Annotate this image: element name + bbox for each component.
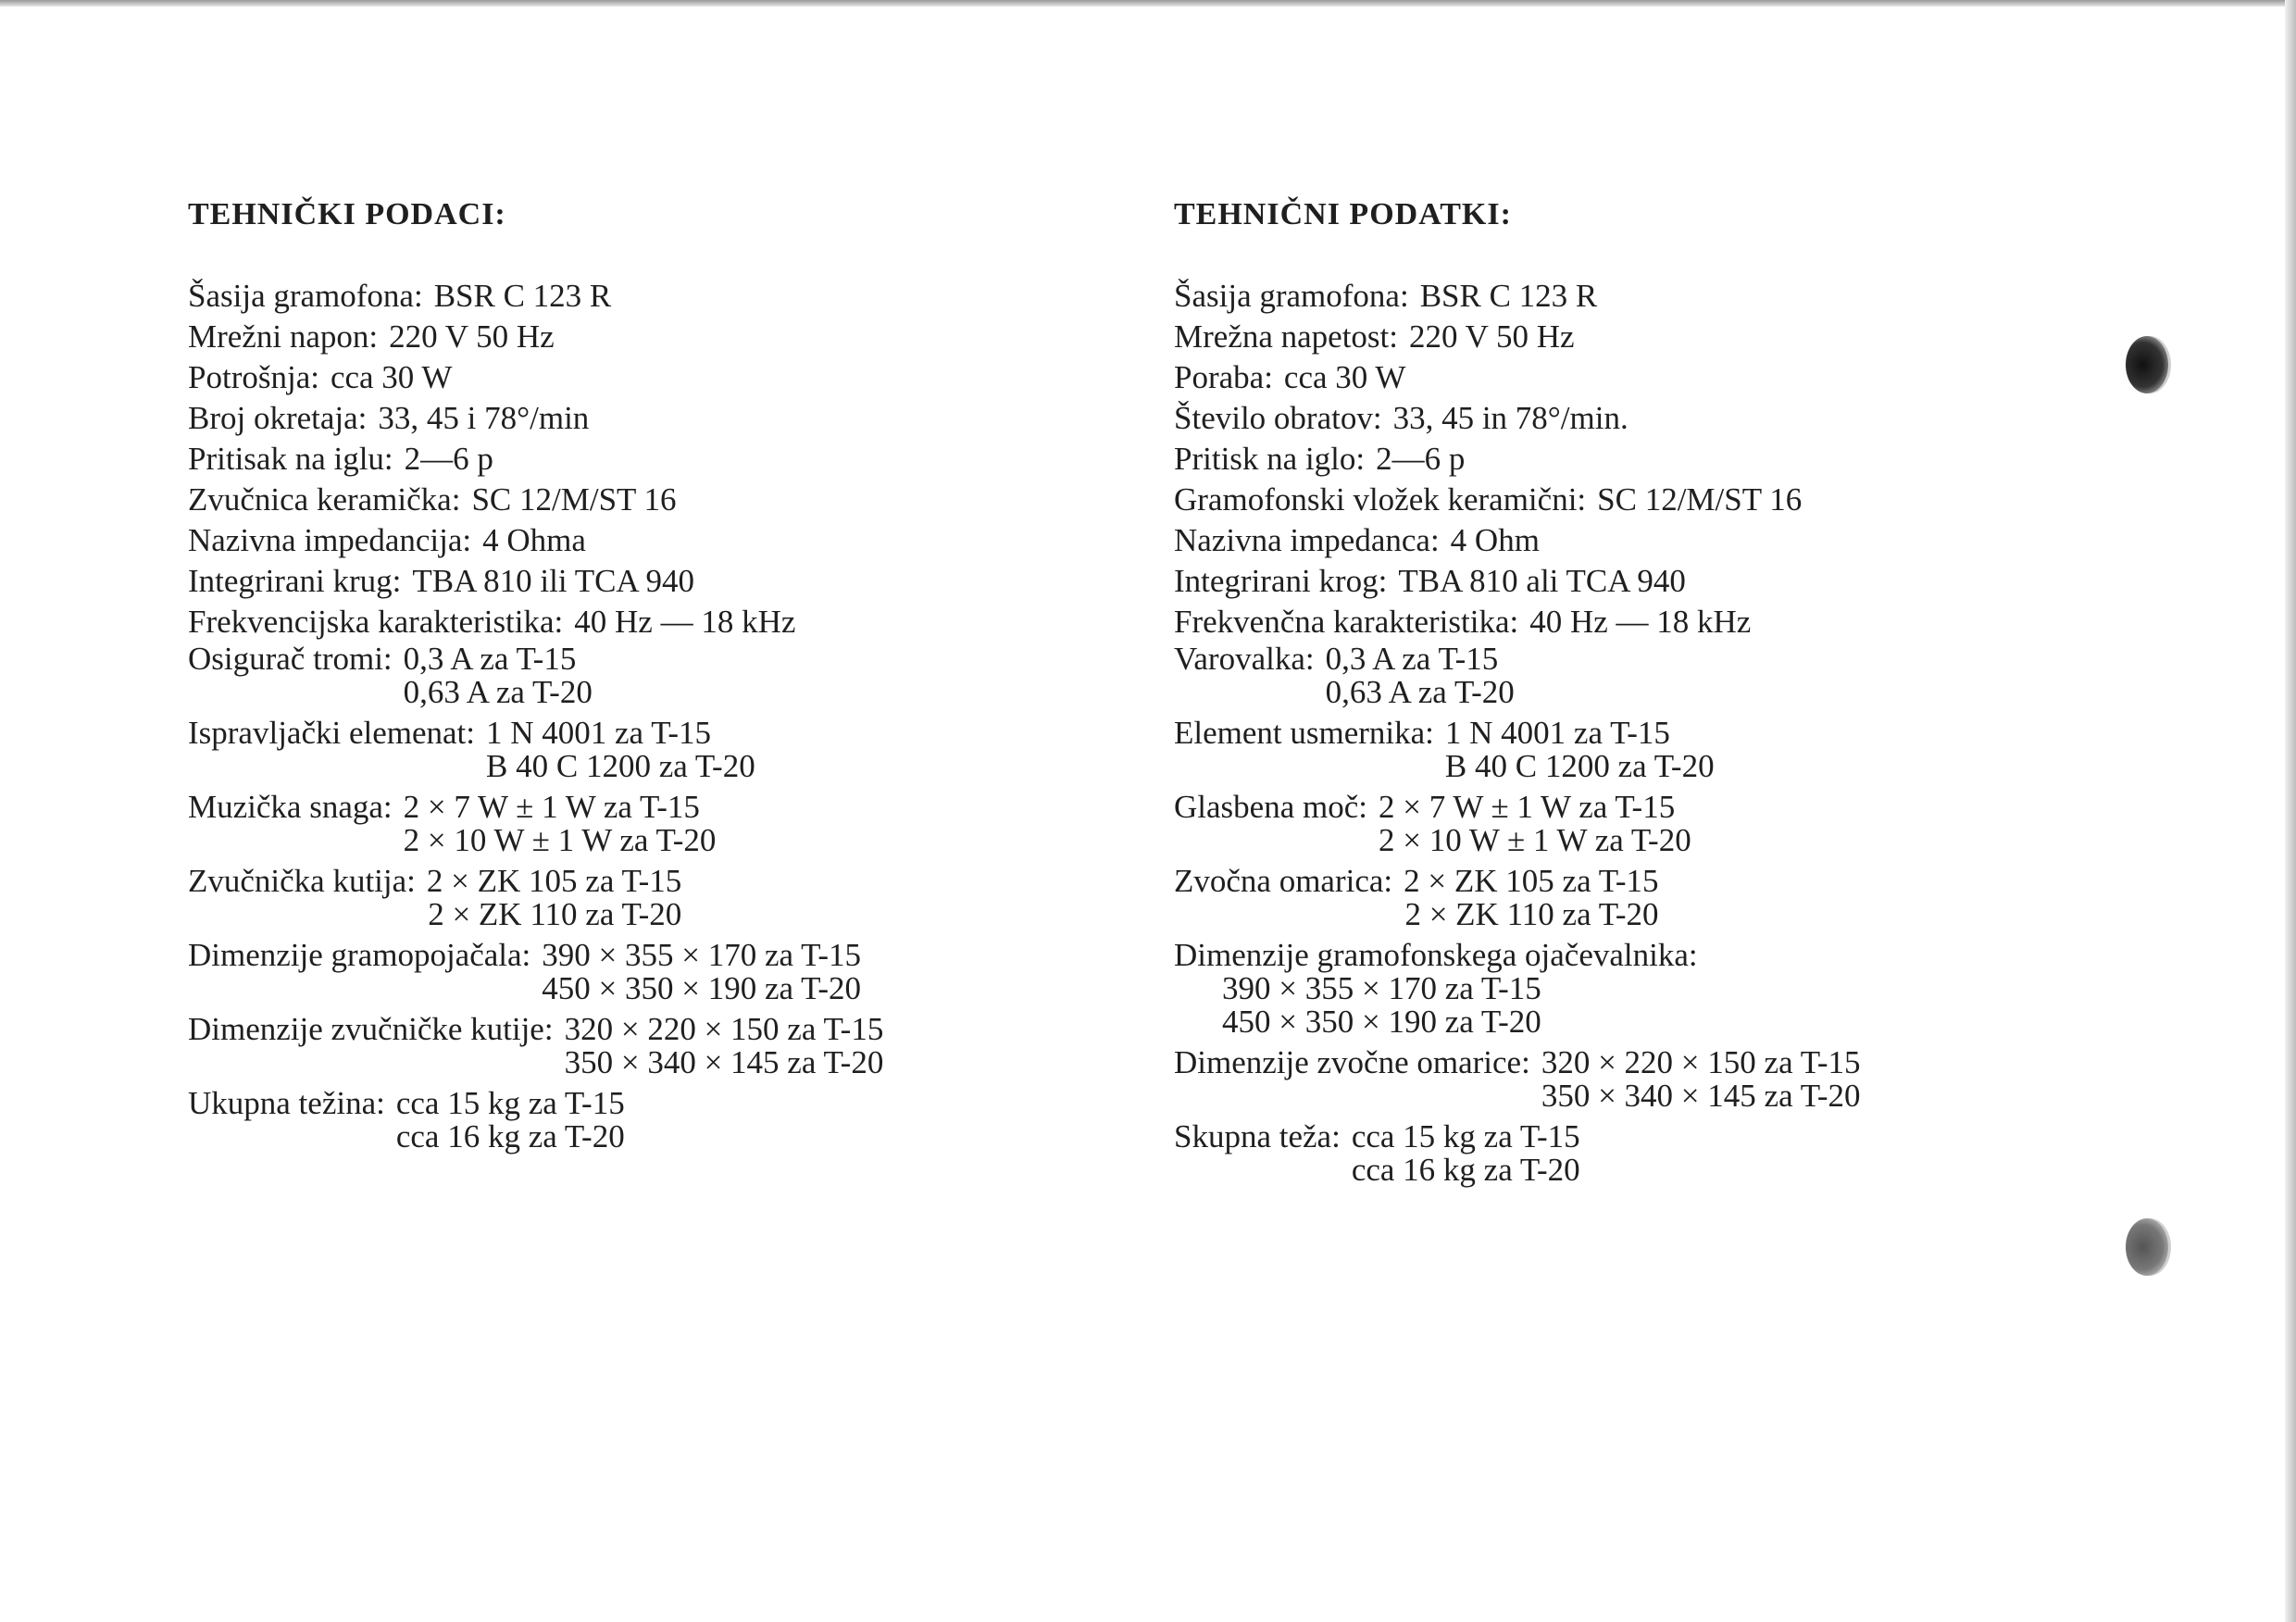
page-top-edge [0,0,2296,6]
spec-label: Integrirani krug: [188,563,402,599]
spec-value: cca 16 kg za T-20 [1351,1152,1580,1188]
spec-values [434,276,612,317]
spec-row [188,602,1114,643]
spec-label: Frekvencijska karakteristika: [188,604,564,640]
spec-value: 220 V 50 Hz [389,318,555,355]
spec-row [188,357,1114,398]
spec-row [1174,602,2100,643]
spec-value: 2 × ZK 105 za T-15 [1404,863,1659,899]
binder-hole-top [2126,336,2168,393]
spec-row [1174,276,2100,317]
spec-row [188,561,1114,602]
spec-value: cca 16 kg za T-20 [395,1118,625,1154]
spec-values [412,561,694,602]
spec-list [1174,276,2100,1194]
spec-label: Zvučnička kutija: [188,863,416,899]
spec-row [1174,561,2100,602]
spec-value: 4 Ohma [482,522,586,558]
spec-values [1404,865,1658,939]
spec-values [427,865,681,939]
spec-value: 0,63 A za T-20 [1325,674,1515,710]
spec-row [188,939,1114,1013]
spec-value: B 40 C 1200 za T-20 [1444,748,1715,784]
spec-value: 220 V 50 Hz [1409,318,1575,355]
spec-row [1174,643,2100,717]
spec-values [1409,317,1575,357]
spec-values [471,480,676,520]
spec-value: 2—6 p [1376,441,1466,477]
spec-value: TBA 810 ali TCA 940 [1398,563,1686,599]
section-heading: TEHNIČKI PODACI: [188,197,506,231]
spec-row [188,791,1114,865]
spec-values [1529,602,1751,643]
spec-values [404,791,717,865]
spec-row [188,520,1114,561]
spec-values [405,439,493,480]
spec-values [542,939,861,1013]
spec-row [1174,520,2100,561]
spec-label: Pritisk na iglo: [1174,441,1366,477]
section-heading: TEHNIČNI PODATKI: [1174,197,1512,231]
spec-row [188,276,1114,317]
spec-values [1420,276,1598,317]
spec-value: 2 × ZK 110 za T-20 [1404,896,1659,932]
spec-value: 4 Ohm [1450,522,1540,558]
spec-label: Zvučnica keramička: [188,481,461,518]
spec-value: 320 × 220 × 150 za T-15 [564,1011,884,1047]
spec-label: Šasija gramofona: [1174,278,1409,314]
spec-values [1376,439,1465,480]
spec-value: 350 × 340 × 145 za T-20 [564,1044,884,1080]
specs-column-slovenian [1174,196,2100,1194]
spec-label: Nazivna impedancija: [188,522,472,558]
spec-value: 2 × 10 W ± 1 W za T-20 [403,822,717,858]
spec-row [188,398,1114,439]
spec-label: Dimenzije zvočne omarice: [1174,1044,1530,1080]
spec-value: 320 × 220 × 150 za T-15 [1541,1044,1861,1080]
spec-row [1174,1120,2100,1194]
spec-row [188,1087,1114,1161]
spec-value: 0,3 A za T-15 [1325,641,1499,677]
spec-value: cca 15 kg za T-15 [1351,1118,1580,1154]
spec-values [1541,1046,1861,1120]
spec-values [389,317,555,357]
spec-value: 390 × 355 × 170 za T-15 [1222,970,1541,1006]
spec-label: Zvočna omarica: [1174,863,1393,899]
spec-label: Skupna teža: [1174,1118,1341,1154]
spec-row [188,439,1114,480]
spec-row [188,480,1114,520]
spec-value: 1 N 4001 za T-15 [486,715,712,751]
spec-values [1451,520,1540,561]
spec-label: Ukupna težina: [188,1085,385,1121]
spec-label: Potrošnja: [188,359,319,395]
spec-values [331,357,453,398]
spec-label: Glasbena moč: [1174,789,1367,825]
spec-value: BSR C 123 R [1419,278,1598,314]
spec-row [188,643,1114,717]
spec-row [1174,865,2100,939]
spec-label: Muzička snaga: [188,789,393,825]
spec-value: 2 × 10 W ± 1 W za T-20 [1378,822,1691,858]
spec-values [1445,717,1715,791]
spec-values [1398,561,1686,602]
spec-value: 2 × 7 W ± 1 W za T-15 [1378,789,1676,825]
spec-label: Broj okretaja: [188,400,368,436]
spec-label: Poraba: [1174,359,1273,395]
spec-values [404,643,593,717]
spec-value: 2 × 7 W ± 1 W za T-15 [403,789,700,825]
spec-value: BSR C 123 R [433,278,612,314]
spec-label: Pritisak na iglu: [188,441,393,477]
spec-values [1174,972,1541,1046]
spec-value: 350 × 340 × 145 za T-20 [1541,1078,1861,1114]
spec-values [565,1013,884,1087]
spec-label: Mrežna napetost: [1174,318,1398,355]
spec-row [1174,317,2100,357]
spec-value: 40 Hz — 18 kHz [574,604,796,640]
spec-row [1174,439,2100,480]
spec-value: 0,3 A za T-15 [403,641,577,677]
specs-column-croatian [188,196,1114,1161]
spec-values [1379,791,1691,865]
spec-label: Gramofonski vložek keramični: [1174,481,1587,518]
spec-value: SC 12/M/ST 16 [1597,481,1803,518]
spec-label: Nazivna impedanca: [1174,522,1440,558]
spec-label: Dimenzije zvučničke kutije: [188,1011,554,1047]
spec-label: Element usmernika: [1174,715,1434,751]
spec-value: 450 × 350 × 190 za T-20 [1222,1004,1541,1040]
spec-row [1174,1046,2100,1120]
spec-value: SC 12/M/ST 16 [471,481,677,518]
spec-label: Dimenzije gramofonskega ojačevalnika: [1174,937,1698,973]
spec-list [188,276,1114,1161]
spec-label: Mrežni napon: [188,318,379,355]
spec-label: Ispravljački elemenat: [188,715,475,751]
spec-label: Integrirani krog: [1174,563,1388,599]
spec-label: Varovalka: [1174,641,1315,677]
spec-value: cca 30 W [1283,359,1406,395]
spec-value: 1 N 4001 za T-15 [1444,715,1670,751]
spec-value: 450 × 350 × 190 za T-20 [542,970,862,1006]
spec-values [1393,398,1628,439]
spec-value: 40 Hz — 18 kHz [1529,604,1752,640]
spec-label: Šasija gramofona: [188,278,423,314]
spec-row [188,317,1114,357]
spec-value: 0,63 A za T-20 [403,674,593,710]
spec-values [396,1087,625,1161]
spec-value: 2 × ZK 110 za T-20 [428,896,682,932]
spec-values [378,398,589,439]
spec-values [574,602,795,643]
spec-label: Frekvenčna karakteristika: [1174,604,1519,640]
spec-value: 390 × 355 × 170 za T-15 [542,937,862,973]
spec-value: cca 30 W [330,359,453,395]
spec-label: Osigurač tromi: [188,641,393,677]
spec-value: 33, 45 i 78°/min [378,400,590,436]
spec-row [1174,357,2100,398]
spec-values [486,717,755,791]
spec-row [1174,939,2100,1046]
binder-hole-bottom [2126,1218,2168,1276]
spec-value: B 40 C 1200 za T-20 [486,748,755,784]
spec-row [1174,398,2100,439]
spec-row [1174,791,2100,865]
spec-value: cca 15 kg za T-15 [395,1085,625,1121]
spec-label: Število obratov: [1174,400,1382,436]
spec-values [1597,480,1802,520]
spec-row [188,1013,1114,1087]
page-right-edge [2285,0,2296,1622]
spec-value: TBA 810 ili TCA 940 [412,563,695,599]
spec-row [188,865,1114,939]
spec-values [1326,643,1515,717]
spec-row [1174,717,2100,791]
spec-row [188,717,1114,791]
spec-values [1284,357,1406,398]
spec-label: Dimenzije gramopojačala: [188,937,531,973]
spec-value: 2—6 p [404,441,493,477]
spec-value: 33, 45 in 78°/min. [1392,400,1628,436]
spec-values [1352,1120,1580,1194]
spec-value: 2 × ZK 105 za T-15 [426,863,682,899]
spec-row [1174,480,2100,520]
spec-values [482,520,586,561]
